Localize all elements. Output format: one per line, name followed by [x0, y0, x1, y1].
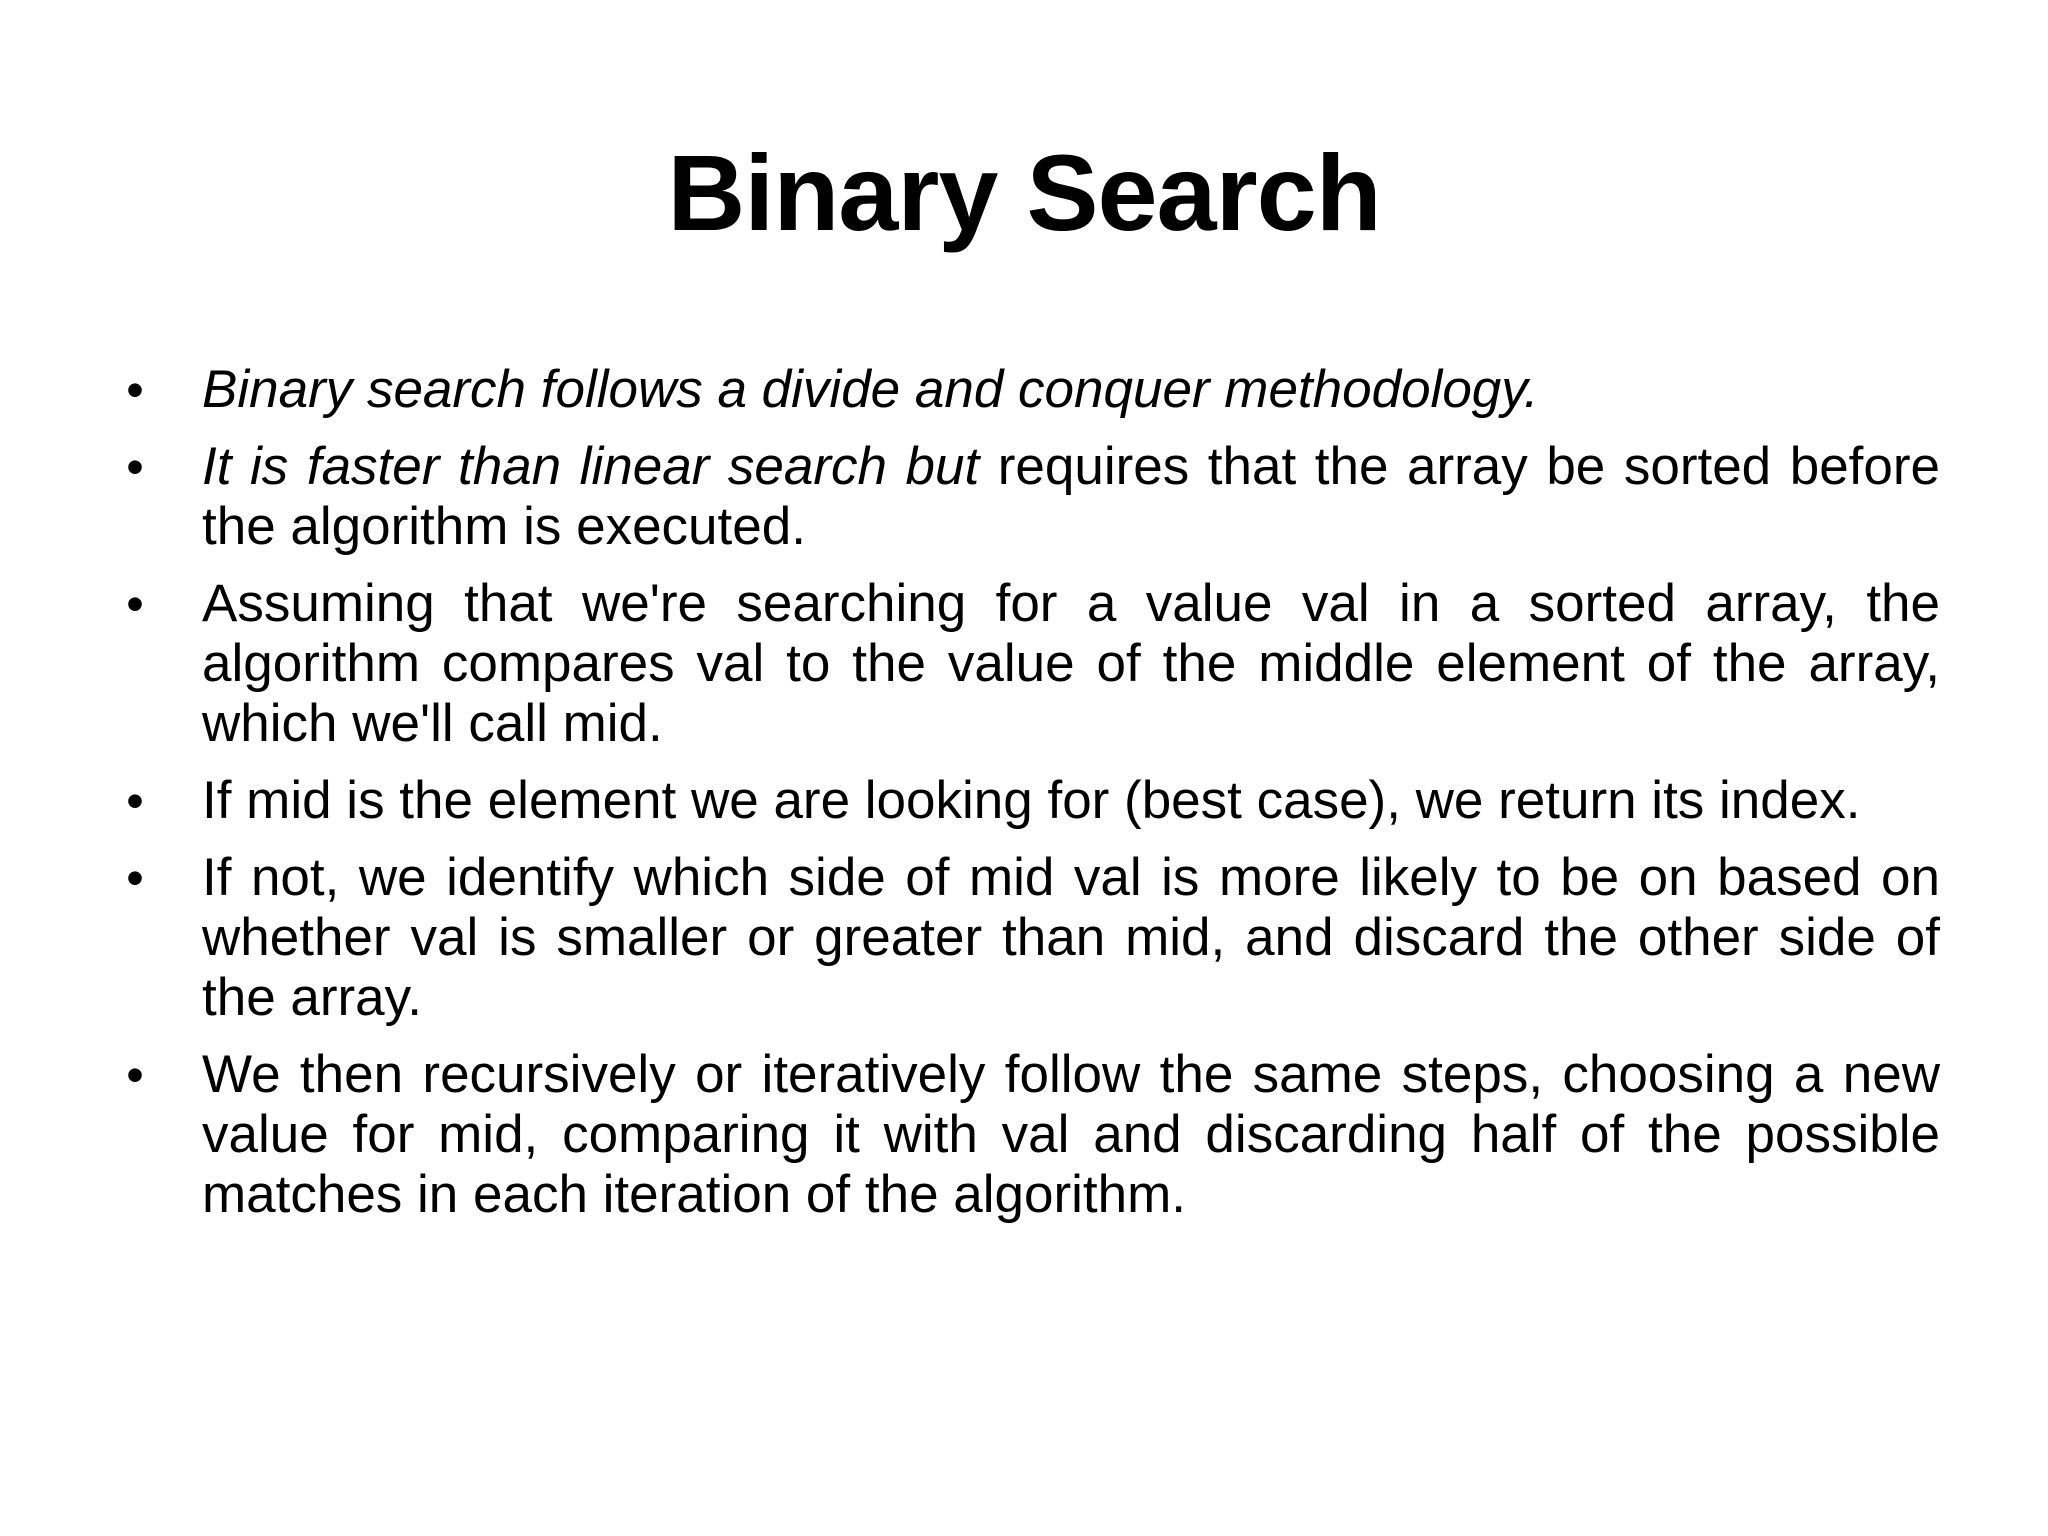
bullet-item	[120, 360, 1940, 420]
bullet-text: If mid is the element we are looking for (best case), we return its index.	[202, 771, 1861, 830]
bullet-icon: •	[126, 1047, 144, 1103]
bullet-icon: •	[126, 576, 144, 632]
bullet-list	[120, 360, 1940, 1242]
bullet-item	[120, 574, 1940, 754]
bullet-item	[120, 771, 1940, 831]
bullet-icon: •	[126, 362, 144, 418]
bullet-text-italic: It is faster than linear search but	[202, 437, 980, 496]
bullet-text: If not, we identify which side of mid val is more likely to be on based on whether val is smaller or greater than mid, and discard the other side of the array.	[202, 848, 1940, 1027]
bullet-icon: •	[126, 850, 144, 906]
bullet-item	[120, 848, 1940, 1028]
slide-title: Binary Search	[667, 132, 1381, 253]
bullet-item	[120, 437, 1940, 557]
bullet-text: requires that the array be sorted before the algorithm is executed.	[202, 437, 1940, 556]
bullet-text: We then recursively or iteratively follow the same steps, choosing a new value for mid, comparing it with val and discarding half of the possible matches in each iteration of the algorithm.	[202, 1045, 1940, 1224]
bullet-icon: •	[126, 439, 144, 495]
bullet-icon: •	[126, 773, 144, 829]
bullet-text: Assuming that we're searching for a value val in a sorted array, the algorithm compares val to the value of the middle element of the array, which we'll call mid.	[202, 574, 1940, 753]
bullet-item	[120, 1045, 1940, 1225]
bullet-text-italic: Binary search follows a divide and conquer methodology.	[202, 360, 1539, 419]
